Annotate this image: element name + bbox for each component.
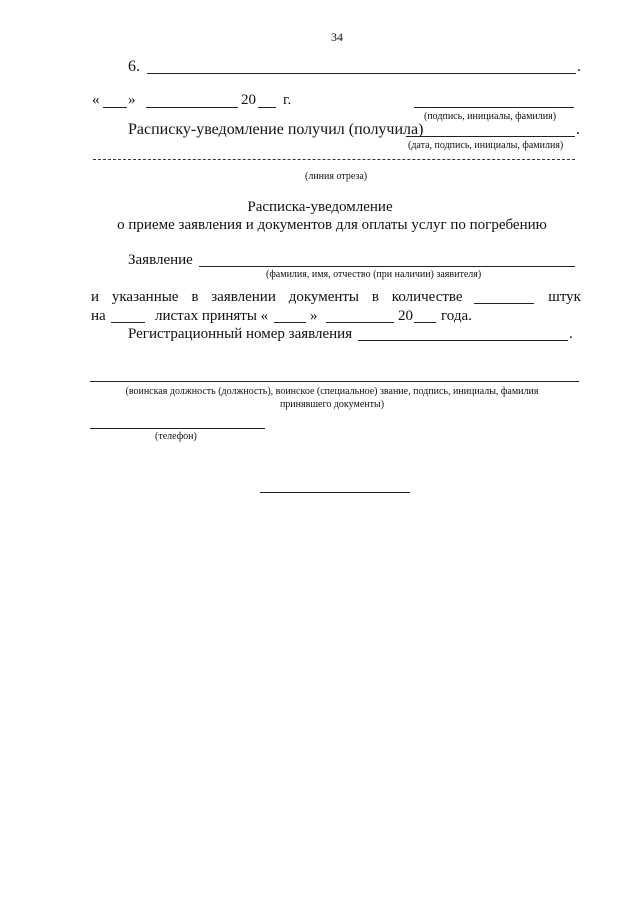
applicant-caption: (фамилия, имя, отчество (при наличии) заявителя)	[266, 269, 482, 280]
phone-caption: (телефон)	[155, 431, 197, 442]
receipt-title: Расписка-уведомление	[247, 199, 393, 215]
docs-word-4: заявлении	[211, 289, 276, 305]
docs-sheets-text: листах приняты «	[155, 308, 269, 324]
docs-word-6: в	[371, 289, 379, 305]
date-open-quote: «	[92, 92, 100, 108]
docs-day-line	[274, 322, 306, 323]
application-label: Заявление	[128, 252, 193, 268]
official-caption-line-2: принявшего документы)	[279, 399, 385, 410]
docs-year-prefix: 20	[398, 308, 413, 324]
applicant-line	[199, 266, 575, 267]
cut-line	[93, 159, 575, 160]
docs-word-8: штук	[548, 289, 581, 305]
docs-word-5: документы	[288, 289, 360, 305]
docs-word-7: количестве	[391, 289, 463, 305]
docs-month-line	[326, 322, 394, 323]
registration-label: Регистрационный номер заявления	[128, 326, 353, 342]
signature-caption-2: (дата, подпись, инициалы, фамилия)	[408, 140, 564, 151]
date-month-line	[146, 107, 238, 108]
received-line	[406, 136, 575, 137]
registration-line	[358, 340, 568, 341]
item6-line	[147, 73, 576, 74]
signature-caption-1: (подпись, инициалы, фамилия)	[424, 111, 557, 122]
docs-year-word: года.	[441, 308, 472, 324]
page-number: 34	[331, 30, 343, 44]
docs-word-1: и	[91, 289, 100, 305]
docs-year-line	[414, 322, 436, 323]
received-period: .	[576, 121, 580, 138]
item-number: 6.	[128, 58, 140, 75]
date-year-prefix: 20	[241, 92, 256, 108]
date-day-line	[103, 107, 127, 108]
end-separator	[260, 492, 410, 493]
cut-line-caption: (линия отреза)	[305, 171, 368, 182]
docs-word-2: указанные	[111, 289, 179, 305]
signature-line-1	[414, 107, 574, 108]
date-year-line	[258, 107, 276, 108]
phone-line	[90, 428, 265, 429]
sheets-count-line	[111, 322, 145, 323]
received-text: Расписку-уведомление получил (получила)	[128, 121, 424, 138]
docs-count-line	[474, 303, 534, 304]
official-signature-line	[90, 381, 579, 382]
official-caption-line-1: (воинская должность (должность), воинское (специальное) звание, подпись, инициалы, фамилия	[125, 386, 539, 397]
date-year-suffix: г.	[283, 92, 292, 108]
docs-word-3: в	[191, 289, 199, 305]
docs-close-quote: »	[310, 308, 318, 324]
item6-period: .	[577, 58, 581, 75]
docs-on: на	[91, 308, 106, 324]
date-close-quote: »	[128, 92, 136, 108]
registration-period: .	[569, 326, 573, 342]
receipt-subtitle: о приеме заявления и документов для оплаты услуг по погребению	[117, 217, 547, 233]
